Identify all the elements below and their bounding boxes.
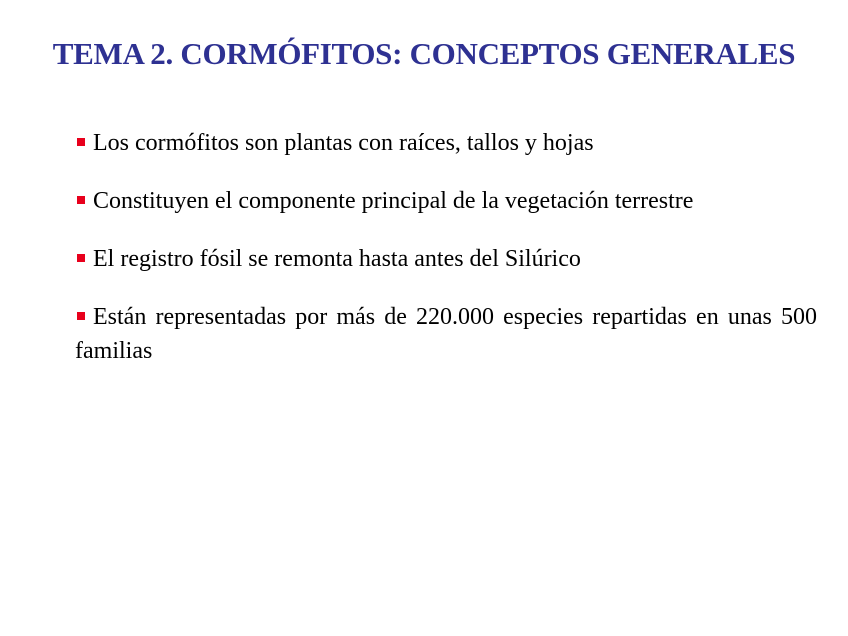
square-bullet-icon: [77, 312, 85, 320]
bullet-text: Constituyen el componente principal de la vegetación terrestre: [93, 188, 694, 214]
bullet-text: El registro fósil se remonta hasta antes del Silúrico: [93, 246, 581, 272]
square-bullet-icon: [77, 254, 85, 262]
bullet-list: [75, 126, 817, 368]
bullet-item: [75, 300, 817, 368]
slide-title: TEMA 2. CORMÓFITOS: CONCEPTOS GENERALES: [52, 36, 796, 71]
bullet-text: Están representadas por más de 220.000 especies repartidas en unas 500 familias: [75, 304, 817, 364]
bullet-text: Los cormófitos son plantas con raíces, tallos y hojas: [93, 130, 594, 156]
bullet-item: [75, 184, 817, 218]
square-bullet-icon: [77, 196, 85, 204]
square-bullet-icon: [77, 138, 85, 146]
bullet-item: [75, 126, 817, 160]
bullet-item: [75, 242, 817, 276]
